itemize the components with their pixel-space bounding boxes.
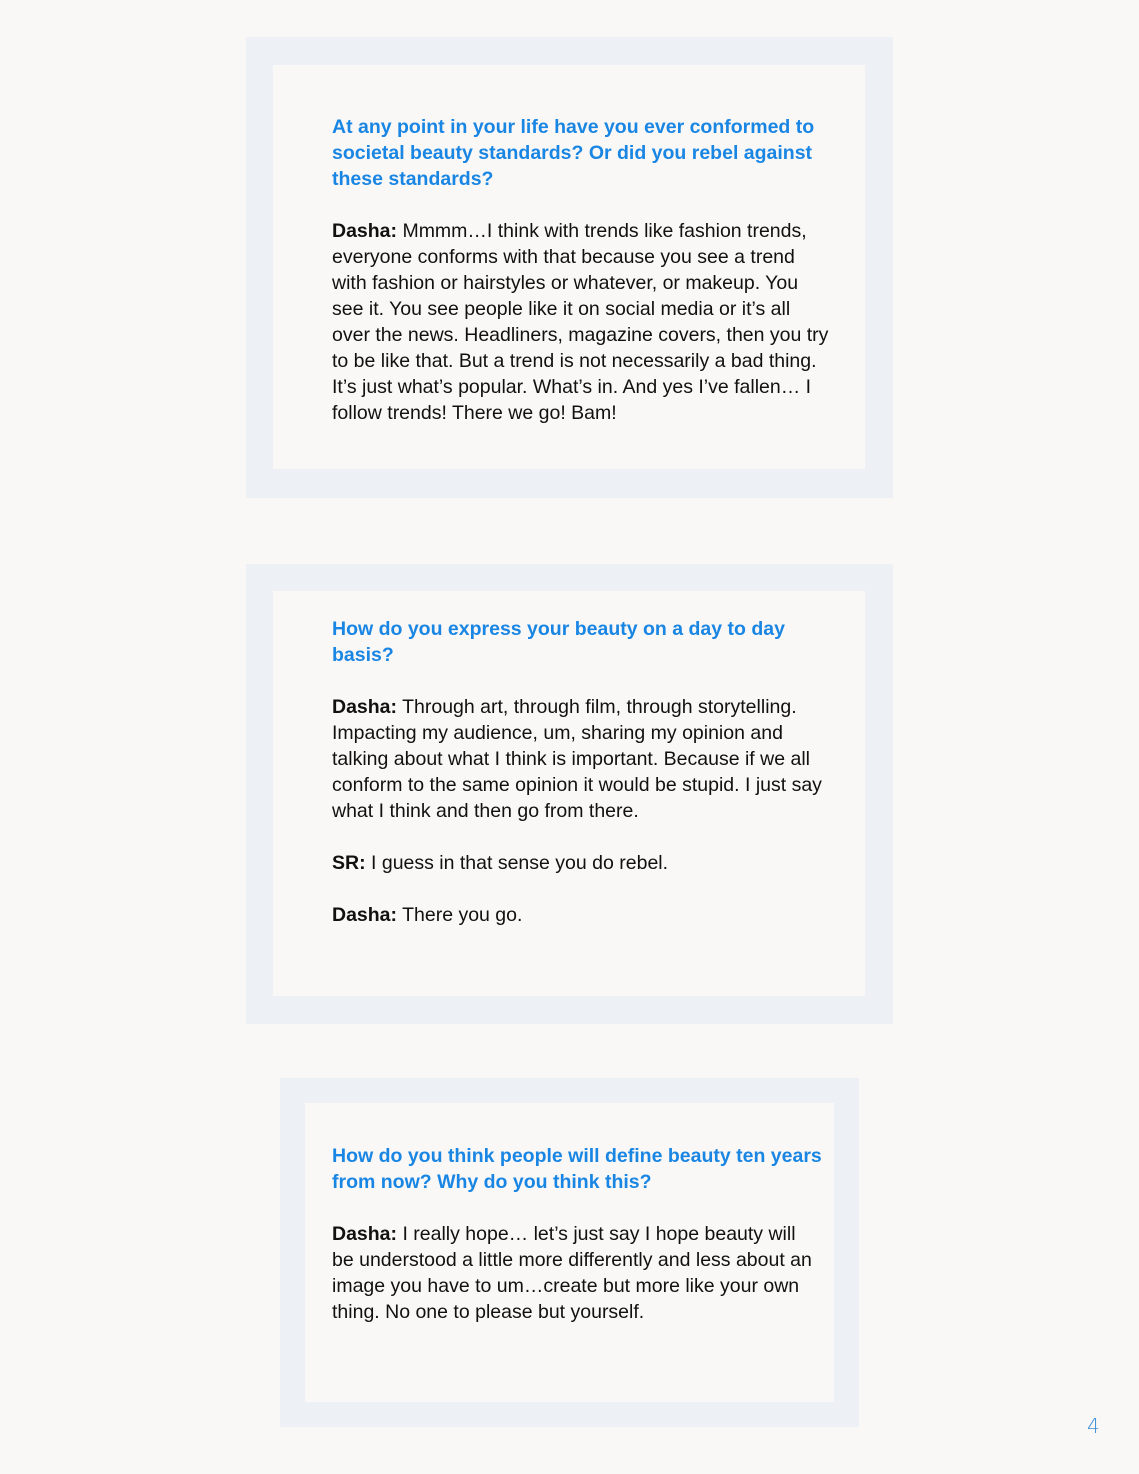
speaker-label: SR: bbox=[332, 852, 366, 874]
speaker-label: Dasha: bbox=[332, 696, 398, 718]
answer-text: I really hope… let’s just say I hope beauty will be understood a little more differently and less about an image you have to um…create but more like your own thing. No one to please but yourself. bbox=[332, 1223, 812, 1323]
question-1: At any point in your life have you ever conformed to societal beauty standards? Or did you rebel against these standards? bbox=[332, 116, 815, 190]
answer-text: Through art, through film, through storytelling. Impacting my audience, um, sharing my opinion and talking about what I think is important. Because if we all conform to the same opinion it would be stupid. I just say what I think and then go from there. bbox=[332, 696, 822, 822]
answer-2-3 bbox=[332, 902, 832, 928]
question-3: How do you think people will define beauty ten years from now? Why do you think this? bbox=[332, 1145, 822, 1193]
speaker-label: Dasha: bbox=[332, 1223, 398, 1245]
answer-2-1 bbox=[332, 694, 832, 824]
interview-card-2-content bbox=[332, 616, 832, 928]
answer-2-2 bbox=[332, 850, 832, 876]
interview-card-1-content bbox=[332, 114, 832, 426]
answer-1-1 bbox=[332, 218, 832, 426]
question-2: How do you express your beauty on a day to day basis? bbox=[332, 618, 785, 666]
page-number: 4 bbox=[1087, 1414, 1100, 1438]
answer-text: There you go. bbox=[397, 904, 523, 926]
answer-text: Mmmm…I think with trends like fashion trends, everyone conforms with that because you see a trend with fashion or hairstyles or whatever, or makeup. You see it. You see people like it on social media or it’s all over the news. Headliners, magazine covers, then you try to be like that. But a trend is not necessarily a bad thing. It’s just what’s popular. What’s in. And yes I’ve fallen… I follow trends! There we go! Bam! bbox=[332, 220, 829, 424]
answer-3-1 bbox=[332, 1221, 822, 1325]
speaker-label: Dasha: bbox=[332, 904, 398, 926]
interview-card-3-content bbox=[332, 1143, 822, 1325]
speaker-label: Dasha: bbox=[332, 220, 398, 242]
answer-text: I guess in that sense you do rebel. bbox=[365, 852, 669, 874]
